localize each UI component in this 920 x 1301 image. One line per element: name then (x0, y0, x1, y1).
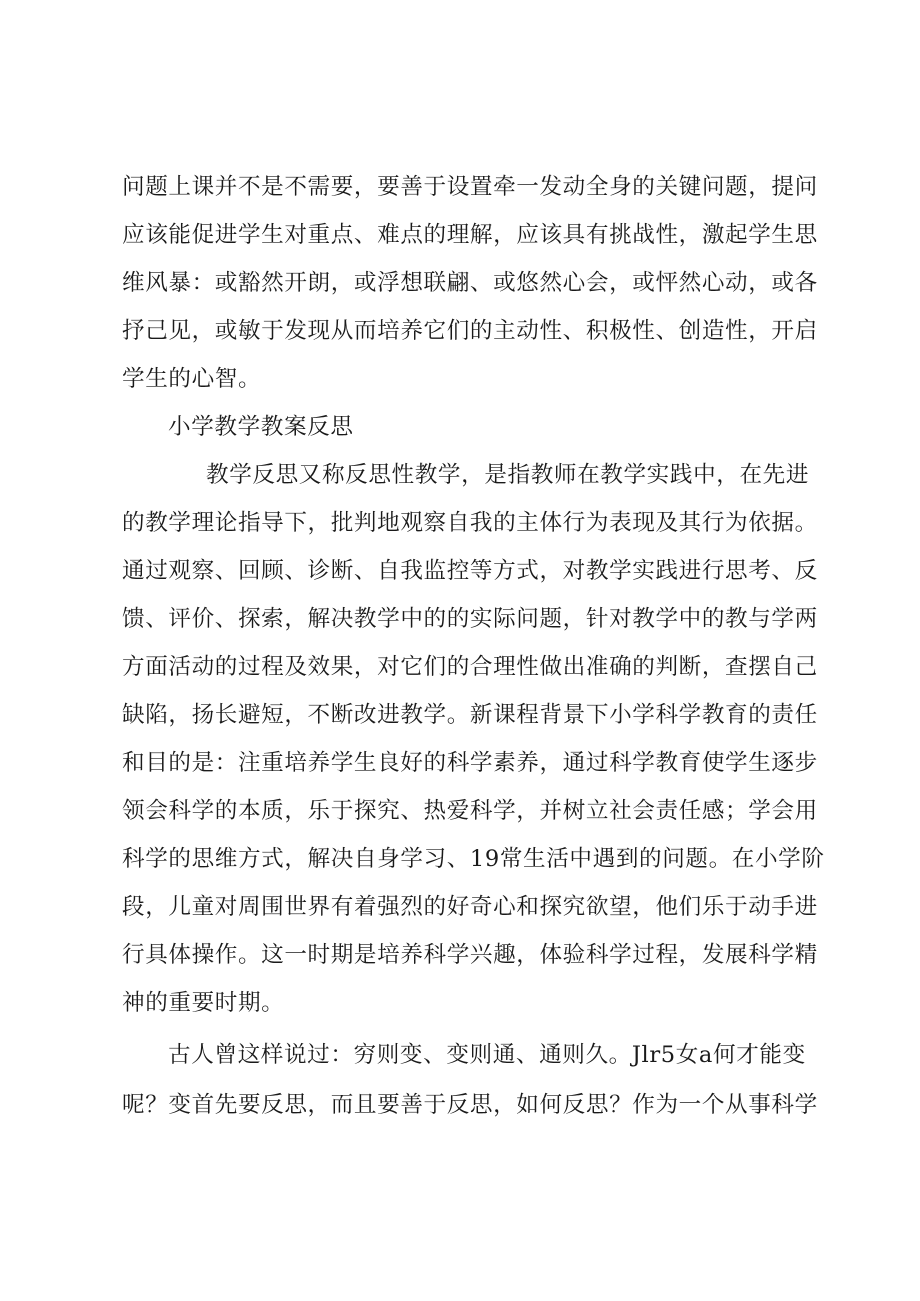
paragraph-2-line: 的教学理论指导下，批判地观察自我的主体行为表现及其行为依据。 (122, 510, 818, 536)
paragraph-2-line: 方面活动的过程及效果，对它们的合理性做出准确的判断，查摆自己 (122, 654, 818, 680)
paragraph-1-line: 应该能促进学生对重点、难点的理解，应该具有挑战性，激起学生思 (122, 222, 818, 248)
paragraph-1-line: 问题上课并不是不需要，要善于设置牵一发动全身的关键问题，提问 (122, 174, 818, 200)
paragraph-3-line: 呢？变首先要反思，而且要善于反思，如何反思？作为一个从事科学 (122, 1092, 818, 1118)
paragraph-2-line: 馈、评价、探索，解决教学中的的实际问题，针对教学中的教与学两 (122, 606, 818, 632)
paragraph-2-line: 段，儿童对周围世界有着强烈的好奇心和探究欲望，他们乐于动手进 (122, 894, 818, 920)
section-heading: 小学教学教案反思 (168, 414, 354, 440)
paragraph-2-line: 教学反思又称反思性教学，是指教师在教学实践中，在先进 (206, 462, 810, 488)
paragraph-2-line: 和目的是：注重培养学生良好的科学素养，通过科学教育使学生逐步 (122, 750, 818, 776)
paragraph-2-line: 行具体操作。这一时期是培养科学兴趣，体验科学过程，发展科学精 (122, 942, 818, 968)
paragraph-2-line: 通过观察、回顾、诊断、自我监控等方式，对教学实践进行思考、反 (122, 558, 818, 584)
paragraph-2-line: 神的重要时期。 (122, 990, 285, 1016)
paragraph-2-line: 科学的思维方式，解决自身学习、19常生活中遇到的问题。在小学阶 (122, 846, 825, 872)
paragraph-1-line: 维风暴：或豁然开朗，或浮想联翩、或悠然心会，或怦然心动，或各 (122, 270, 818, 296)
paragraph-1-line: 学生的心智。 (122, 366, 262, 392)
paragraph-3-line: 古人曾这样说过：穷则变、变则通、通则久。Jlr5女a何才能变 (168, 1042, 806, 1068)
paragraph-2-line: 缺陷，扬长避短，不断改进教学。新课程背景下小学科学教育的责任 (122, 702, 818, 728)
paragraph-1-line: 抒己见，或敏于发现从而培养它们的主动性、积极性、创造性，开启 (122, 318, 818, 344)
paragraph-2-line: 领会科学的本质，乐于探究、热爱科学，并树立社会责任感；学会用 (122, 798, 818, 824)
